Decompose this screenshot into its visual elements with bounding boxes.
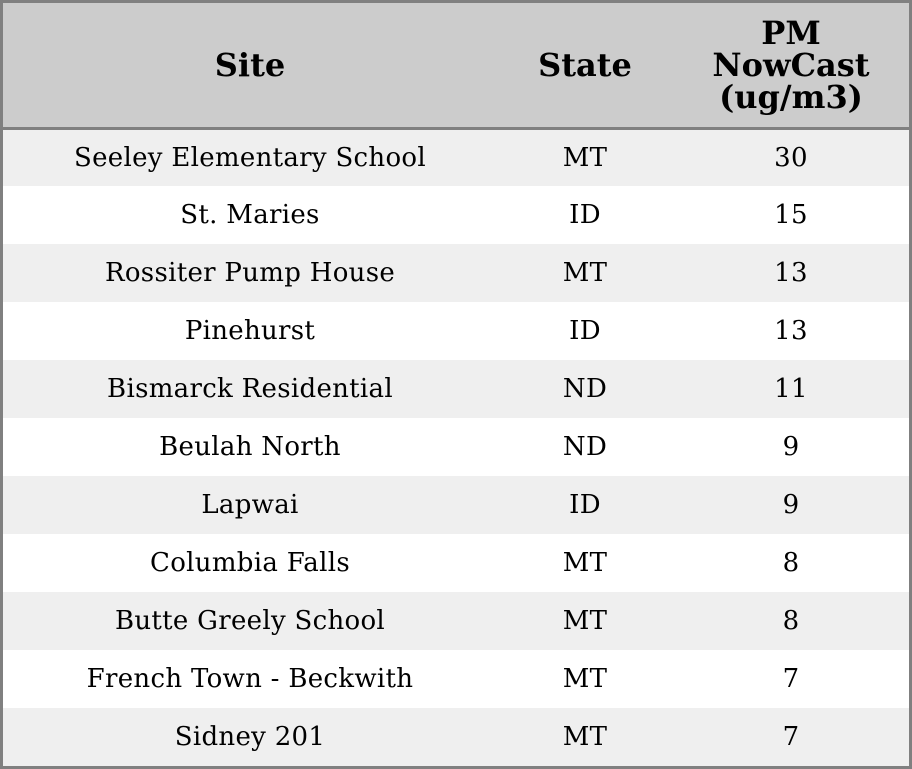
cell-pm-nowcast: 8	[782, 606, 800, 636]
cell-pm-nowcast: 9	[782, 432, 800, 462]
cell-site: Sidney 201	[174, 722, 326, 752]
cell-site: Bismarck Residential	[107, 374, 393, 404]
cell-state: ND	[562, 432, 608, 462]
table-body	[3, 128, 909, 766]
cell-site: St. Maries	[180, 200, 320, 230]
cell-site: Rossiter Pump House	[104, 258, 396, 288]
pm-nowcast-table	[3, 3, 909, 766]
cell-site: Seeley Elementary School	[74, 142, 426, 173]
cell-pm-nowcast: 9	[782, 490, 800, 520]
cell-pm-nowcast: 15	[774, 200, 808, 230]
table-row	[3, 128, 909, 186]
cell-state: ID	[569, 490, 601, 520]
header-state: State	[497, 3, 673, 128]
cell-site: French Town - Beckwith	[86, 664, 414, 694]
cell-state: MT	[562, 142, 608, 173]
cell-state: ND	[562, 374, 608, 404]
cell-pm-nowcast: 11	[774, 374, 808, 404]
table-row	[3, 186, 909, 244]
header-pm-nowcast	[673, 3, 909, 128]
cell-site: Beulah North	[159, 432, 341, 462]
cell-pm-nowcast: 7	[782, 722, 800, 752]
cell-site: Columbia Falls	[150, 548, 350, 578]
cell-state: MT	[562, 548, 608, 578]
header-site: Site	[3, 3, 497, 128]
header-row	[3, 3, 909, 128]
table-header	[3, 3, 909, 128]
table-row	[3, 650, 909, 708]
cell-site: Pinehurst	[184, 316, 316, 346]
table-row	[3, 418, 909, 476]
table-row	[3, 476, 909, 534]
cell-state: ID	[569, 316, 601, 346]
cell-pm-nowcast: 13	[774, 258, 808, 288]
cell-state: MT	[562, 664, 608, 694]
table-row	[3, 592, 909, 650]
cell-site: Lapwai	[201, 490, 299, 520]
cell-pm-nowcast: 30	[774, 142, 808, 173]
table-row	[3, 360, 909, 418]
cell-state: MT	[562, 722, 608, 752]
header-pm-nowcast-label: PM NowCast (ug/m3)	[712, 13, 870, 116]
cell-pm-nowcast: 7	[782, 664, 800, 694]
cell-site: Butte Greely School	[114, 606, 386, 636]
cell-state: MT	[562, 606, 608, 636]
cell-state: ID	[569, 200, 601, 230]
table-row	[3, 708, 909, 766]
table-row	[3, 244, 909, 302]
cell-pm-nowcast: 13	[774, 316, 808, 346]
cell-pm-nowcast: 8	[782, 548, 800, 578]
table-row	[3, 302, 909, 360]
table-row	[3, 534, 909, 592]
cell-state: MT	[562, 258, 608, 288]
